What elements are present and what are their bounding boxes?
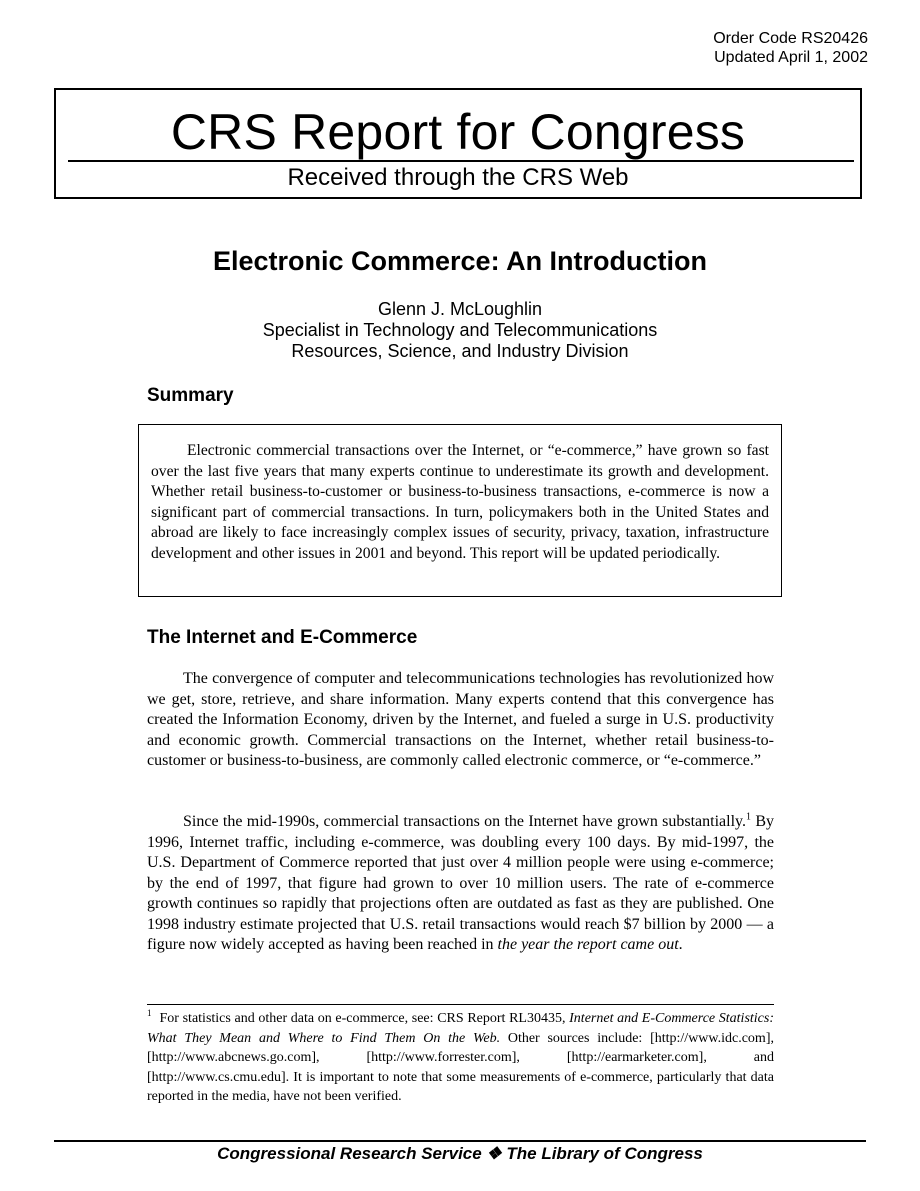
footnote-mark: 1 [147,1008,152,1019]
footer-divider [54,1140,866,1142]
author-block [0,299,920,362]
para2-end: . [678,936,683,953]
updated-date: Updated April 1, 2002 [714,49,868,66]
document-title: Electronic Commerce: An Introduction [212,246,708,276]
order-code: Order Code RS20426 [713,30,868,47]
banner-subtitle: Received through the CRS Web [287,164,629,191]
summary-heading: Summary [147,385,234,406]
page-footer: Congressional Research Service ❖ The Library of Congress [217,1144,703,1163]
summary-text: Electronic commercial transactions over the Internet, or “e-commerce,” have grown so fast over the last five years that many experts continue to underestimate its growth and development. Whether retail business-to-customer or business-to-business transactions, e-commerce is now a significant part of commercial transactions. In turn, policymakers both in the United States and abroad are likely to face increasingly complex issues of security, privacy, taxation, infrastructure development and other issues in 2001 and beyond. This report will be updated periodically. [151,442,769,562]
author-name: Glenn J. McLoughlin [377,299,543,319]
footnote-text-rest: Other sources include: [http://www.idc.com], [http://www.abcnews.go.com], [http://www.forrester.com], [http://earmarketer.com], and [http://www.cs.cmu.edu]. It is important to note that some measurements of e-commerce, particularly that data reported in the media, have not been verified. [147,1030,774,1104]
author-division: Resources, Science, and Industry Division [291,341,629,361]
footnote-italic-title: Internet and E-Commerce Statistics: What They Mean and Where to Find Them On the Web. [147,1011,775,1046]
report-banner [54,88,862,199]
body-paragraph-1: The convergence of computer and telecommunications technologies has revolutionized how we get, store, retrieve, and share information. Many experts contend that this convergence has created the Information Economy, driven by the Internet, and fueled a surge in U.S. productivity and economic growth. Commercial transactions on the Internet, whether retail business-to-customer or business-to-business, are commonly called electronic commerce, or “e-commerce.” [147,670,774,769]
order-code-block [713,29,868,67]
banner-divider [68,160,854,162]
section-heading-internet: The Internet and E-Commerce [147,627,418,648]
banner-title: CRS Report for Congress [170,104,746,160]
para2-rest: By 1996, Internet traffic, including e-commerce, was doubling every 100 days. By mid-1997, the U.S. Department of Commerce reported that just over 4 million people were using e-commerce; by the end of 1997, that figure had grown to over 10 million users. The rate of e-commerce growth continues so rapidly that projections often are outdated as fast as they are published. One 1998 industry estimate projected that U.S. retail transactions would reach $7 billion by 2000 — a figure now widely accepted as having been reached in [147,813,775,953]
body-paragraph-2 [147,812,774,956]
footnote-text-start: For statistics and other data on e-commerce, see: CRS Report RL30435, [159,1011,570,1026]
summary-box [138,424,782,597]
para2-start: Since the mid-1990s, commercial transactions on the Internet have grown substantially. [183,813,746,830]
footnote-divider [147,1004,774,1005]
author-position: Specialist in Technology and Telecommunications [262,320,658,340]
footnote-reference[interactable]: 1 [746,811,751,823]
footnote-1 [147,1009,774,1107]
para2-italic: the year the report came out [497,936,679,953]
